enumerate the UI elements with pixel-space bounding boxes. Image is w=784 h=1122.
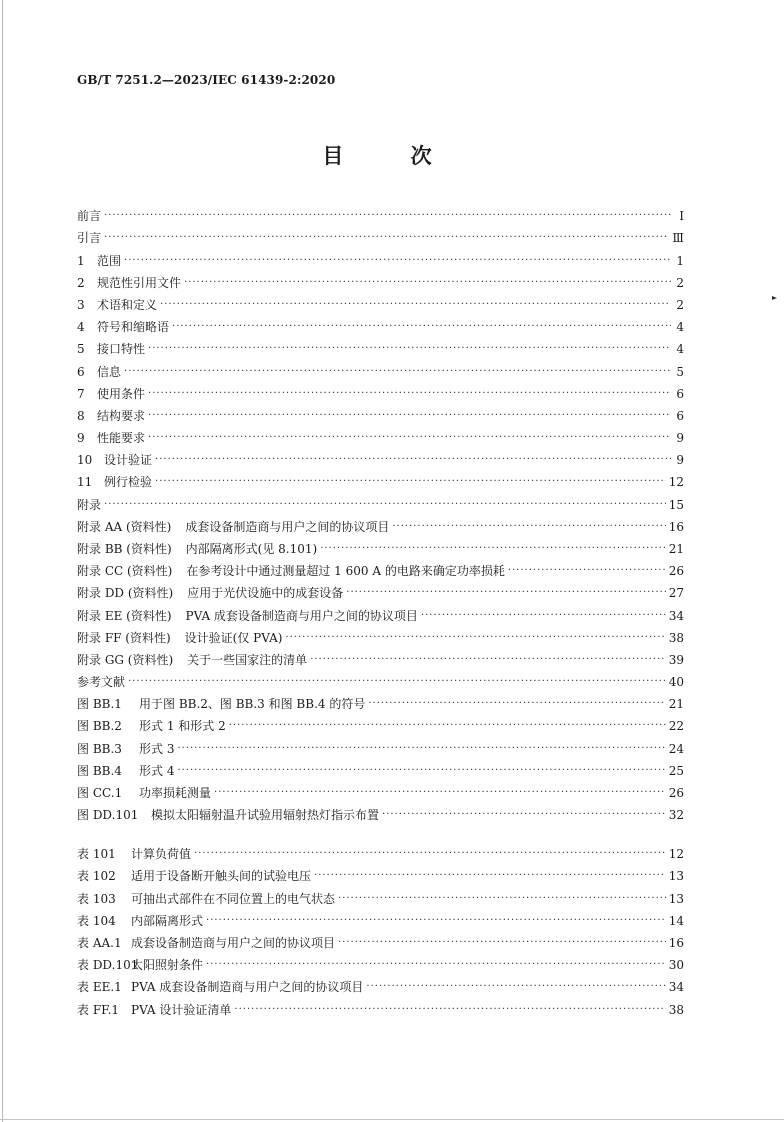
toc-entry-page: 38 — [668, 1002, 684, 1017]
toc-entry-page: 22 — [668, 719, 684, 734]
toc-leader-dots — [124, 254, 671, 268]
margin-arrow-icon — [772, 296, 778, 300]
toc-entry-label: 形式 3 — [139, 741, 175, 756]
toc-entry-page: 6 — [676, 408, 684, 423]
toc-entry-page: 13 — [668, 891, 684, 906]
toc-figure-entry[interactable] — [77, 756, 684, 778]
toc-entry-label: 模拟太阳辐射温升试验用辐射热灯指示布置 — [151, 808, 380, 823]
toc-table-entry[interactable] — [77, 950, 684, 972]
toc-entry-label: 术语和定义 — [97, 297, 158, 312]
toc-entry-number: 1 — [77, 253, 85, 268]
toc-leader-dots — [194, 847, 666, 861]
toc-entry-label: PVA 成套设备制造商与用户之间的协议项目 — [185, 608, 418, 623]
toc-leader-dots — [148, 342, 671, 356]
toc-entry-number: 附录 EE (资料性) — [77, 608, 172, 623]
toc-entry-number: 附录 GG (资料性) — [77, 652, 174, 667]
toc-entry-page: Ⅰ — [679, 209, 684, 224]
toc-leader-dots — [104, 231, 669, 245]
toc-leader-dots — [206, 958, 666, 972]
toc-entry-number: 2 — [77, 275, 85, 290]
toc-entry[interactable] — [77, 467, 684, 489]
toc-table-entry[interactable] — [77, 883, 684, 905]
toc-entry-label: 附录 — [77, 497, 102, 512]
toc-entry-page: 38 — [668, 630, 684, 645]
toc-entry-page: 21 — [668, 697, 684, 712]
toc-leader-dots — [184, 276, 671, 290]
toc-entry[interactable] — [77, 534, 684, 556]
toc-entry-number: 7 — [77, 386, 85, 401]
toc-leader-dots — [366, 980, 665, 994]
toc-leader-dots — [310, 653, 666, 667]
toc-leader-dots — [285, 631, 665, 645]
toc-table-entry[interactable] — [77, 928, 684, 950]
toc-entry-label: 在参考设计中通过测量超过 1 600 A 的电路来确定功率损耗 — [186, 564, 505, 579]
toc-entry-label: 前言 — [77, 209, 102, 224]
toc-leader-dots — [229, 719, 666, 733]
toc-figure-entry[interactable] — [77, 733, 684, 755]
toc-leader-dots — [160, 298, 671, 312]
toc-figure-entry[interactable] — [77, 689, 684, 711]
toc-entry-number: 表 EE.1 — [77, 980, 122, 995]
toc-entry-page: 32 — [668, 808, 684, 823]
toc-entry-label: 内部隔离形式 — [131, 913, 204, 928]
toc-entry-label: 计算负荷值 — [131, 847, 192, 862]
toc-entry-page: 6 — [676, 386, 684, 401]
toc-entry-number: 表 103 — [77, 891, 116, 906]
toc-leader-dots — [382, 808, 666, 822]
toc-entry[interactable] — [77, 334, 684, 356]
toc-table-entry[interactable] — [77, 839, 684, 861]
toc-entry[interactable] — [77, 556, 684, 578]
toc-entry-page: 24 — [668, 741, 684, 756]
toc-figure-entry[interactable] — [77, 800, 684, 822]
toc-entry[interactable] — [77, 223, 684, 245]
toc-entry-label: 范围 — [97, 253, 122, 268]
toc-entry-number: 附录 FF (资料性) — [77, 630, 171, 645]
toc-entry-page: 2 — [676, 275, 684, 290]
toc-entry-page: 40 — [668, 675, 684, 690]
toc-entry-label: 可抽出式部件在不同位置上的电气状态 — [131, 891, 336, 906]
toc-entry-number: 表 102 — [77, 869, 116, 884]
toc-entry-number: 表 AA.1 — [77, 935, 122, 950]
toc-entry-number: 6 — [77, 364, 85, 379]
toc-entry-page: 1 — [676, 253, 684, 268]
toc-entry[interactable] — [77, 312, 684, 334]
toc-entry-label: 性能要求 — [97, 431, 146, 446]
toc-entry[interactable] — [77, 423, 684, 445]
toc-leader-dots — [214, 786, 666, 800]
toc-entry-label: PVA 成套设备制造商与用户之间的协议项目 — [131, 980, 364, 995]
toc-entry-label: 形式 1 和形式 2 — [139, 719, 226, 734]
toc-entry-number: 附录 AA (资料性) — [77, 519, 172, 534]
toc-entry-label: 规范性引用文件 — [97, 275, 182, 290]
toc-entry-number: 图 BB.4 — [77, 763, 122, 778]
toc-entry-page: 2 — [676, 297, 684, 312]
toc-entry[interactable] — [77, 645, 684, 667]
toc-entry-label: 设计验证(仅 PVA) — [184, 630, 283, 645]
toc-entry-label: 形式 4 — [139, 763, 175, 778]
toc-entry[interactable] — [77, 623, 684, 645]
toc-entry-label: 功率损耗测量 — [139, 785, 212, 800]
toc-entry-page: 13 — [668, 869, 684, 884]
toc-entry-number: 图 BB.2 — [77, 719, 122, 734]
toc-leader-dots — [314, 869, 666, 883]
toc-entry-label: PVA 设计验证清单 — [131, 1002, 232, 1017]
toc-leader-dots — [206, 914, 666, 928]
toc-entry-label: 内部隔离形式(见 8.101) — [185, 542, 318, 556]
toc-leader-dots — [368, 697, 665, 711]
toc-entry-page: 12 — [668, 847, 684, 862]
toc-entry[interactable] — [77, 356, 684, 378]
toc-entry[interactable] — [77, 245, 684, 267]
toc-entry-page: 16 — [668, 935, 684, 950]
toc-entry-page: 25 — [668, 763, 684, 778]
toc-entry-label: 适用于设备断开触头间的试验电压 — [131, 869, 312, 884]
toc-entry-page: 9 — [676, 453, 684, 468]
toc-entry-number: 表 104 — [77, 913, 116, 928]
toc-entry-label: 成套设备制造商与用户之间的协议项目 — [131, 935, 336, 950]
toc-entry-label: 使用条件 — [97, 386, 146, 401]
toc-leader-dots — [148, 409, 671, 423]
toc-main-list — [77, 201, 684, 689]
scan-bottom-edge — [0, 1119, 784, 1120]
toc-leader-dots — [508, 564, 666, 578]
toc-entry-page: 26 — [668, 564, 684, 579]
toc-figures-list — [77, 689, 684, 822]
toc-entry[interactable] — [77, 379, 684, 401]
toc-entry-label: 应用于光伏设施中的成套设备 — [187, 586, 344, 601]
toc-entry-page: 27 — [668, 586, 684, 601]
toc-entry-number: 4 — [77, 320, 85, 335]
toc-entry-number: 8 — [77, 408, 85, 423]
toc-entry-page: 34 — [668, 608, 684, 623]
toc-entry[interactable] — [77, 512, 684, 534]
toc-entry-label: 用于图 BB.2、图 BB.3 和图 BB.4 的符号 — [139, 697, 366, 712]
toc-entry-page: 4 — [676, 320, 684, 335]
toc-entry-label: 符号和缩略语 — [97, 320, 170, 335]
toc-leader-dots — [124, 365, 671, 379]
toc-entry[interactable] — [77, 268, 684, 290]
toc-leader-dots — [155, 453, 671, 467]
toc-tables-list — [77, 839, 684, 1017]
toc-leader-dots — [177, 742, 665, 756]
toc-entry-page: 15 — [668, 497, 684, 512]
toc-entry-label: 接口特性 — [97, 342, 146, 357]
toc-entry-number: 3 — [77, 297, 85, 312]
standard-code-header: GB/T 7251.2—2023/IEC 61439-2:2020 — [77, 73, 336, 87]
toc-entry-label: 例行检验 — [104, 475, 153, 490]
toc-table-entry[interactable] — [77, 906, 684, 928]
toc-entry-number: 附录 CC (资料性) — [77, 564, 173, 579]
toc-entry-number: 表 101 — [77, 847, 116, 862]
toc-entry[interactable] — [77, 201, 684, 223]
toc-entry-label: 设计验证 — [104, 453, 153, 468]
toc-entry-page: 26 — [668, 785, 684, 800]
toc-leader-dots — [392, 520, 665, 534]
toc-leader-dots — [104, 498, 666, 512]
toc-entry-label: 成套设备制造商与用户之间的协议项目 — [185, 519, 390, 534]
page-title: 目 次 — [322, 143, 462, 168]
toc-entry-number: 图 DD.101 — [77, 808, 139, 823]
toc-figure-entry[interactable] — [77, 778, 684, 800]
toc-entry[interactable] — [77, 445, 684, 467]
toc-entry[interactable] — [77, 667, 684, 689]
toc-entry-number: 11 — [77, 475, 93, 490]
toc-entry-number: 附录 BB (资料性) — [77, 542, 172, 556]
toc-entry-page: 21 — [668, 542, 684, 556]
toc-table-entry[interactable] — [77, 861, 684, 883]
toc-entry-page: 12 — [668, 475, 684, 490]
toc-leader-dots — [128, 675, 666, 689]
toc-entry-number: 9 — [77, 431, 85, 446]
toc-entry[interactable] — [77, 489, 684, 511]
toc-entry-page: 4 — [676, 342, 684, 357]
toc-entry[interactable] — [77, 290, 684, 312]
toc-entry-label: 信息 — [97, 364, 122, 379]
toc-entry[interactable] — [77, 600, 684, 622]
toc-entry-label: 关于一些国家注的清单 — [187, 652, 308, 667]
toc-entry-number: 图 CC.1 — [77, 785, 123, 800]
toc-entry-number: 图 BB.3 — [77, 741, 122, 756]
toc-leader-dots — [104, 209, 671, 223]
toc-entry-label: 参考文献 — [77, 675, 126, 690]
toc-entry-label: 太阳照射条件 — [131, 958, 204, 973]
toc-entry-number: 表 DD.101 — [77, 958, 139, 973]
toc-leader-dots — [177, 764, 665, 778]
toc-leader-dots — [346, 586, 665, 600]
toc-figure-entry[interactable] — [77, 711, 684, 733]
toc-entry-label: 引言 — [77, 231, 102, 246]
toc-entry-page: Ⅲ — [672, 231, 684, 246]
toc-entry-number: 5 — [77, 342, 85, 357]
toc-table-entry[interactable] — [77, 994, 684, 1016]
toc-entry-page: 5 — [676, 364, 684, 379]
toc-entry-number: 图 BB.1 — [77, 697, 122, 712]
toc-leader-dots — [155, 475, 666, 489]
toc-entry[interactable] — [77, 401, 684, 423]
toc-entry-label: 结构要求 — [97, 408, 146, 423]
toc-entry-page: 14 — [668, 913, 684, 928]
toc-entry-page: 9 — [676, 431, 684, 446]
toc-entry-page: 34 — [668, 980, 684, 995]
toc-entry-page: 39 — [668, 652, 684, 667]
toc-table-entry[interactable] — [77, 972, 684, 994]
toc-entry[interactable] — [77, 578, 684, 600]
toc-leader-dots — [148, 431, 671, 445]
toc-leader-dots — [320, 542, 666, 556]
toc-leader-dots — [421, 609, 666, 623]
toc-entry-number: 附录 DD (资料性) — [77, 586, 174, 601]
toc-entry-number: 10 — [77, 453, 93, 468]
toc-leader-dots — [338, 892, 666, 906]
toc-leader-dots — [234, 1003, 665, 1017]
toc-leader-dots — [338, 936, 666, 950]
toc-entry-number: 表 FF.1 — [77, 1002, 120, 1017]
toc-entry-page: 30 — [668, 958, 684, 973]
toc-leader-dots — [148, 387, 671, 401]
toc-leader-dots — [172, 320, 671, 334]
toc-entry-page: 16 — [668, 519, 684, 534]
